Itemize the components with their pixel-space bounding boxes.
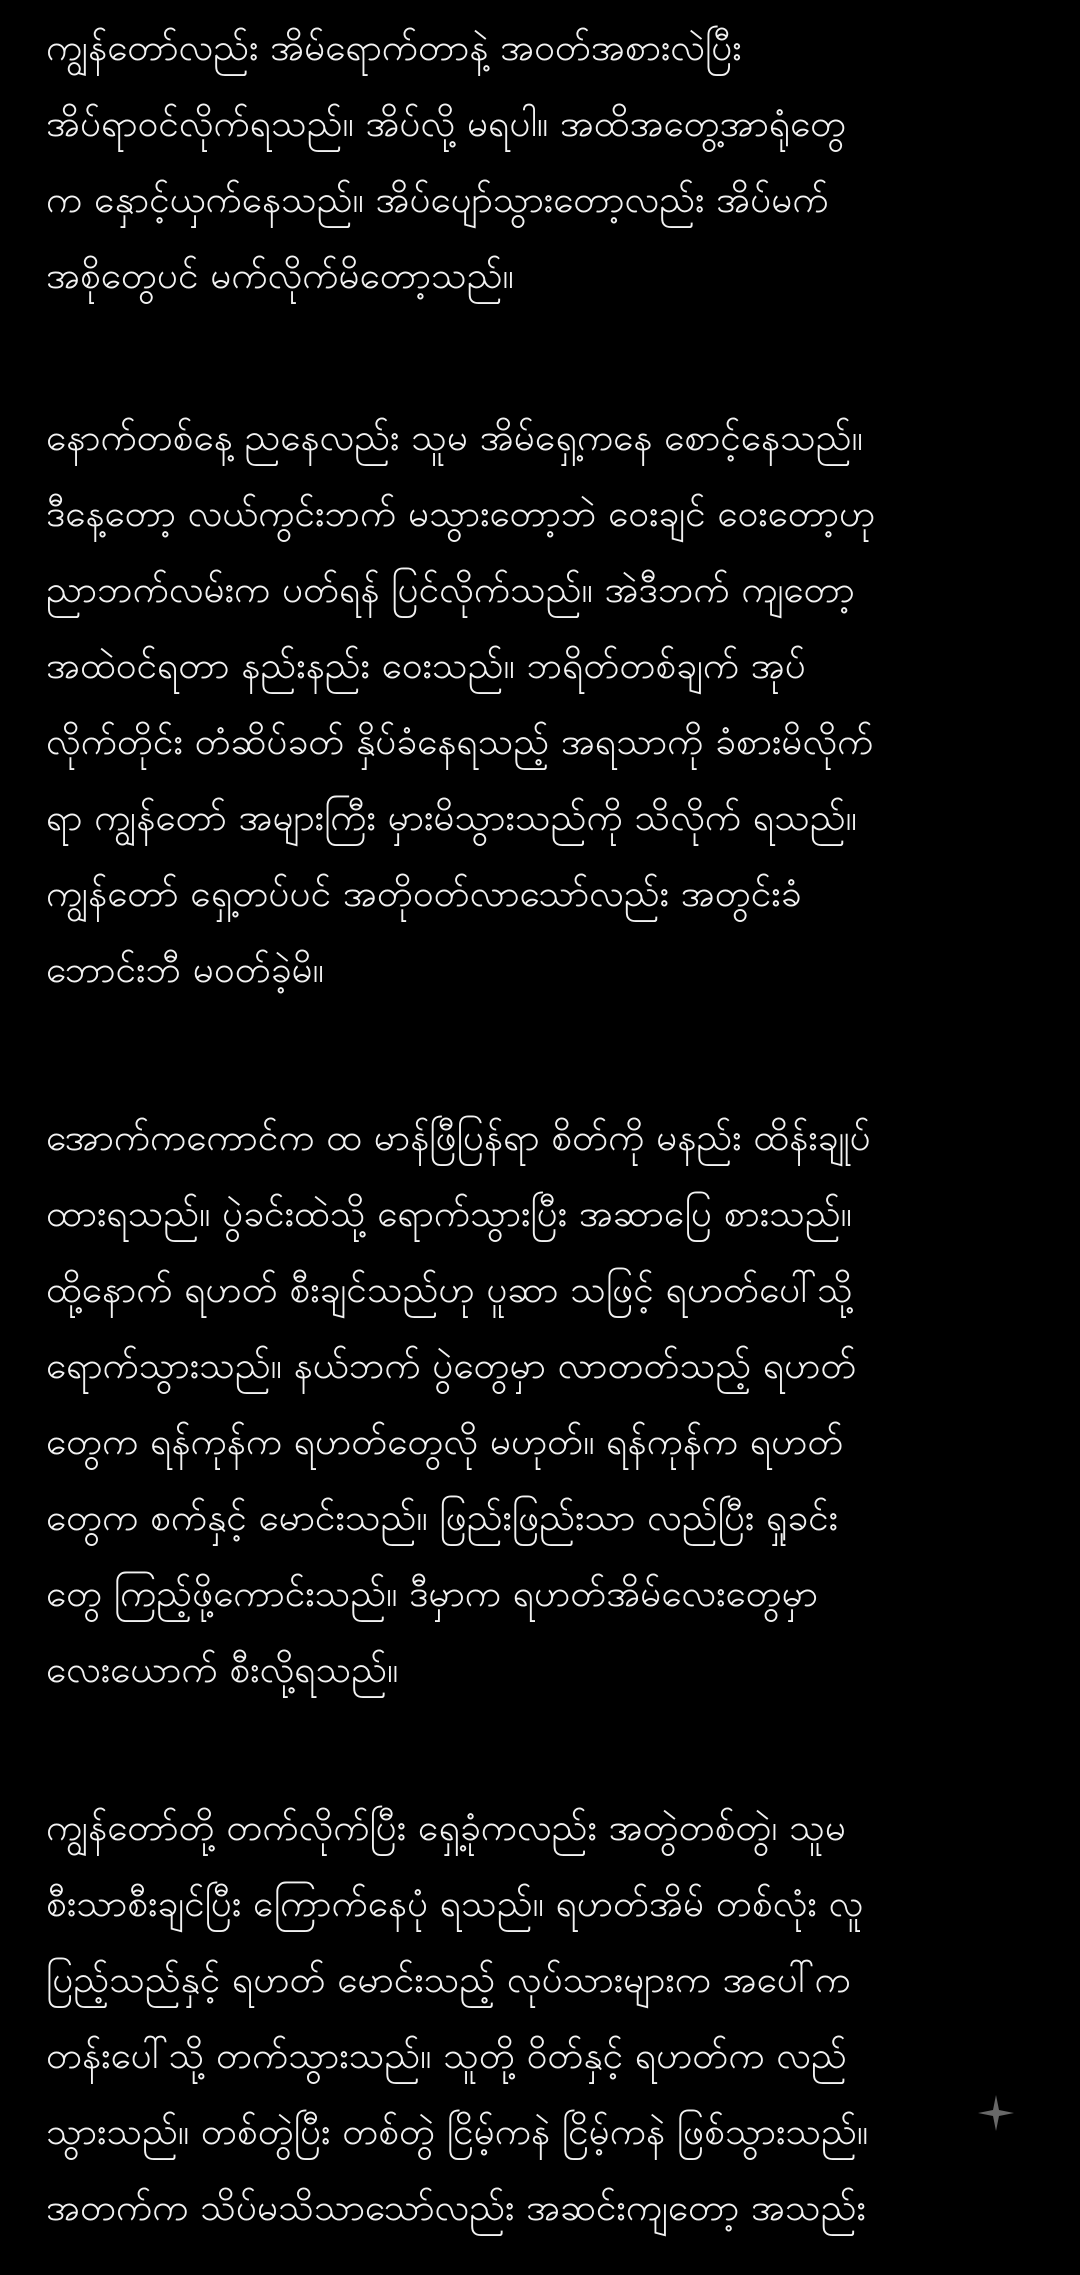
text-line: ပြည့်သည်နှင့် ရဟတ် မောင်းသည့် လုပ်သားများက အပေါ်က (46, 1958, 851, 2001)
text-line: ရာ ကျွန်တော် အများကြီး မှားမိသွားသည်ကို သိလိုက် ရသည်။ (46, 796, 857, 839)
text-line: ထို့နောက် ရဟတ် စီးချင်သည်ဟု ပူဆာ သဖြင့် ရဟတ်ပေါ်သို့ (46, 1268, 853, 1311)
text-line: ဒီနေ့တော့ လယ်ကွင်းဘက် မသွားတော့ဘဲ ဝေးချင် ဝေးတော့ဟု (46, 492, 876, 535)
text-line: ရောက်သွားသည်။ နယ်ဘက် ပွဲတွေမှာ လာတတ်သည့် ရဟတ် (46, 1344, 857, 1387)
sparkle-icon (974, 2091, 1018, 2135)
text-line: ဘောင်းဘီ မဝတ်ခဲ့မိ။ (46, 948, 324, 991)
paragraph (46, 400, 1080, 1008)
text-line: စီးသာစီးချင်ပြီး ကြောက်နေပုံ ရသည်။ ရဟတ်အိမ် တစ်လုံး လူ (46, 1882, 864, 1925)
text-line: အောက်ကကောင်က ထ မာန်ဖြီပြန်ရာ စိတ်ကို မနည်း ထိန်းချုပ် (46, 1116, 871, 1159)
text-line: တွေ ကြည့်ဖို့ကောင်းသည်။ ဒီမှာက ရဟတ်အိမ်လေးတွေမှာ (46, 1572, 818, 1615)
text-line: ညာဘက်လမ်းက ပတ်ရန် ပြင်လိုက်သည်။ အဲဒီဘက် ကျတော့ (46, 568, 855, 611)
text-line: အထဲဝင်ရတာ နည်းနည်း ဝေးသည်။ ဘရိတ်တစ်ချက် အုပ် (46, 644, 806, 687)
text-line: ကျွန်တော်တို့ တက်လိုက်ပြီး ရှေ့ခုံကလည်း အတွဲတစ်တွဲ၊ သူမ (46, 1806, 846, 1849)
paragraph (46, 1100, 1080, 1708)
text-line: က နှောင့်ယှက်နေသည်။ အိပ်ပျော်သွားတော့လည်း အိပ်မက် (46, 178, 829, 221)
text-line: လိုက်တိုင်း တံဆိပ်ခတ် နှိပ်ခံနေရသည့် အရသာကို ခံစားမိလိုက် (46, 720, 874, 763)
text-line: လေးယောက် စီးလို့ရသည်။ (46, 1648, 399, 1691)
text-line: တွေက ရန်ကုန်က ရဟတ်တွေလို မဟုတ်။ ရန်ကုန်က ရဟတ် (46, 1420, 844, 1463)
text-line: ကျွန်တော် ရှေ့တပ်ပင် အတိုဝတ်လာသော်လည်း အတွင်းခံ (46, 872, 802, 915)
text-line: တန်းပေါ်သို့ တက်သွားသည်။ သူတို့ ဝိတ်နှင့် ရဟတ်က လည် (46, 2034, 847, 2077)
text-line: အစိုတွေပင် မက်လိုက်မိတော့သည်။ (46, 254, 514, 297)
text-line: တွေက စက်နှင့် မောင်းသည်။ ဖြည်းဖြည်းသာ လည်ပြီး ရှုခင်း (46, 1496, 839, 1539)
text-line: ကျွန်တော်လည်း အိမ်ရောက်တာနဲ့ အဝတ်အစားလဲပြီး (46, 26, 742, 69)
text-line: အတက်က သိပ်မသိသာသော်လည်း အဆင်းကျတော့ အသည်း (46, 2186, 866, 2229)
text-line: ထားရသည်။ ပွဲခင်းထဲသို့ ရောက်သွားပြီး အဆာပြေ စားသည်။ (46, 1192, 852, 1235)
text-line: သွားသည်။ တစ်တွဲပြီး တစ်တွဲ ငြိမ့်ကနဲ ငြိမ့်ကနဲ ဖြစ်သွားသည်။ (46, 2110, 869, 2153)
paragraph (46, 10, 1080, 314)
text-line: အိပ်ရာဝင်လိုက်ရသည်။ အိပ်လို့ မရပါ။ အထိအတွေ့အာရုံတွေ (46, 102, 847, 145)
text-line: နောက်တစ်နေ့ ညနေလည်း သူမ အိမ်ရှေ့ကနေ စောင့်နေသည်။ (46, 416, 863, 459)
paragraph (46, 1790, 1080, 2246)
